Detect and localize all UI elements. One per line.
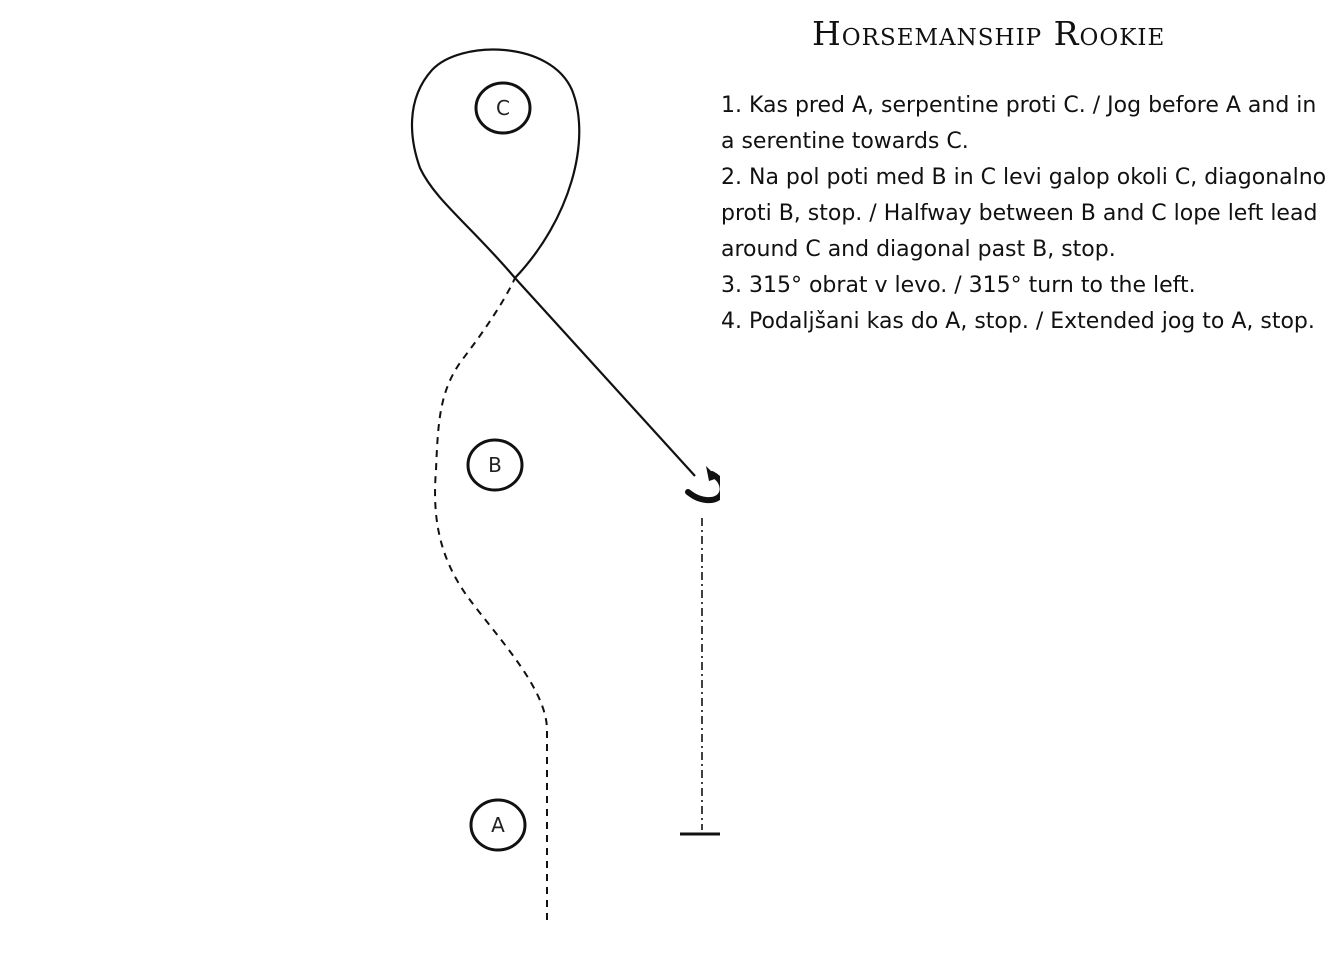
instruction-step-3: 3. 315° obrat v levo. / 315° turn to the left.: [721, 273, 1196, 298]
instruction-list: [721, 88, 1333, 340]
marker-c-label: C: [496, 96, 510, 120]
instruction-step-2: 2. Na pol poti med B in C levi galop okoli C, diagonalno proti B, stop. / Halfway between B and C lope left lead around C and diagonal past B, stop.: [721, 165, 1327, 262]
instruction-step-1: 1. Kas pred A, serpentine proti C. / Jog before A and in a serentine towards C.: [721, 93, 1317, 154]
instruction-step-4: 4. Podaljšani kas do A, stop. / Extended jog to A, stop.: [721, 309, 1315, 334]
marker-b: [468, 440, 522, 490]
marker-a-label: A: [491, 813, 505, 837]
marker-a: [471, 800, 525, 850]
lope-loop-path: [412, 50, 695, 476]
marker-b-label: B: [488, 453, 502, 477]
turn-315-arrow-icon: [688, 466, 720, 500]
marker-c: [476, 83, 530, 133]
pattern-title: Horsemanship Rookie: [812, 14, 1166, 53]
